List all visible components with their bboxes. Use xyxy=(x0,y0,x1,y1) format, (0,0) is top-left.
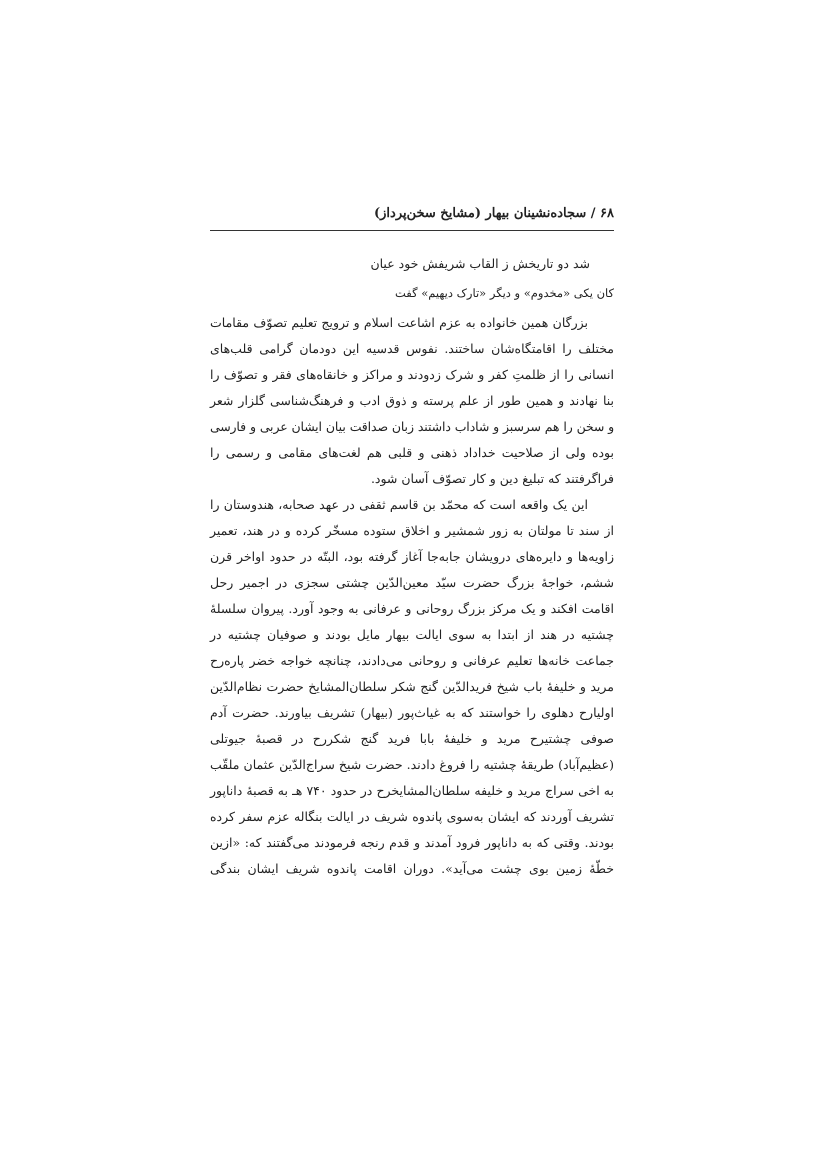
text-line: بوده ولی از صلاحیت خداداد ذهنی و قلبی هم لغت‌های مقامی و رسمی را xyxy=(210,445,614,460)
text-line: تشریف آوردند که ایشان به‌سوی پاندوه شریف در ایالت بنگاله عزم سفر کرده xyxy=(210,809,614,824)
paragraph-2 xyxy=(210,492,614,882)
text-line: مختلف را اقامتگاه‌شان ساختند. نفوس قدسیه این دودمان گرامی قلب‌های xyxy=(210,341,614,356)
text-line: چشتیه در هند از ابتدا به سوی ایالت بیهار مایل بودند و صوفیان چشتیه در xyxy=(210,627,614,642)
verse-line-2: کان یکی «مخدوم» و دیگر «تارک دیهیم» گفت xyxy=(394,286,614,300)
verse-line-1: شد دو تاریخش ز القاب شریفش خود عیان xyxy=(370,256,590,271)
text-line: به اخی سراج مرید و خلیفه سلطان‌المشایخرح در حدود ۷۴۰ هـ به قصبهٔ داناپور xyxy=(210,783,614,798)
text-line: و سخن را هم سرسبز و شاداب داشتند زبان صداقت بیان ایشان عربی و فارسی xyxy=(210,420,614,434)
body-text xyxy=(210,310,614,882)
text-line: جماعت خانه‌ها تعلیم عرفانی و روحانی می‌دادند، چنانچه خواجه خضر پاره‌رح xyxy=(210,653,614,668)
text-line: (عظیم‌آباد) طریقهٔ چشتیه را فروغ دادند. حضرت شیخ سراج‌الدّین عثمان ملقّب xyxy=(210,757,614,772)
text-line: فراگرفتند که تبلیغ دین و کار تصوّف آسان شود. xyxy=(370,471,614,486)
paragraph-1 xyxy=(210,310,614,492)
text-line: بزرگان همین خانواده به عزم اشاعت اسلام و ترویج تعلیم تصوّف مقامات xyxy=(210,315,588,330)
text-line: ششم، خواجهٔ بزرگ حضرت سیّد معین‌الدّین چشتی سجزی در اجمیر رحل xyxy=(210,575,614,590)
text-line: انسانی را از ظلمتِ کفر و شرک زدودند و مراکز و خانقاه‌های فقر و تصوّف را xyxy=(210,367,614,382)
text-line: خطّهٔ زمین بوی چشت می‌آید». دوران اقامت پاندوه شریف ایشان بندگی xyxy=(210,861,614,876)
text-line: بودند. وقتی که به داناپور فرود آمدند و قدم رنجه فرمودند می‌گفتند که: «ازین xyxy=(210,835,614,850)
text-line: صوفی چشتیرح مرید و خلیفهٔ بابا فرید گنج شکررح در قصبهٔ جیوتلی xyxy=(210,731,614,746)
text-line: این یک واقعه است که محمّد بن قاسم ثقفی در عهد صحابه، هندوستان را xyxy=(210,497,588,512)
text-line: بنا نهادند و همین طور از علم پرسته و ذوق ادب و فرهنگ‌شناسی گلزار شعر xyxy=(210,393,614,408)
text-line: اولیارح دهلوی را خواستند که به غیاث‌پور (بیهار) تشریف بیاورند. حضرت آدم xyxy=(210,705,614,720)
text-line: زاویه‌ها و دایره‌های درویشان جابه‌جا آغاز گرفته بود، البتّه در حدود اواخر قرن xyxy=(210,549,614,564)
text-line: از سند تا مولتان به زور شمشیر و اخلاق ستوده مسخّر کرده و در هند، تعمیر xyxy=(210,523,614,538)
text-line: اقامت افکند و یک مرکز بزرگ روحانی و عرفانی به وجود آورد. پیروان سلسلهٔ xyxy=(210,601,614,616)
header-rule xyxy=(210,230,614,231)
text-line: مرید و خلیفهٔ باب شیخ فریدالدّین گنج شکر سلطان‌المشایخ حضرت نظام‌الدّین xyxy=(210,679,614,694)
running-header: ۶۸ / سجاده‌نشینان بیهار (مشایخ سخن‌پرداز) xyxy=(373,206,614,221)
